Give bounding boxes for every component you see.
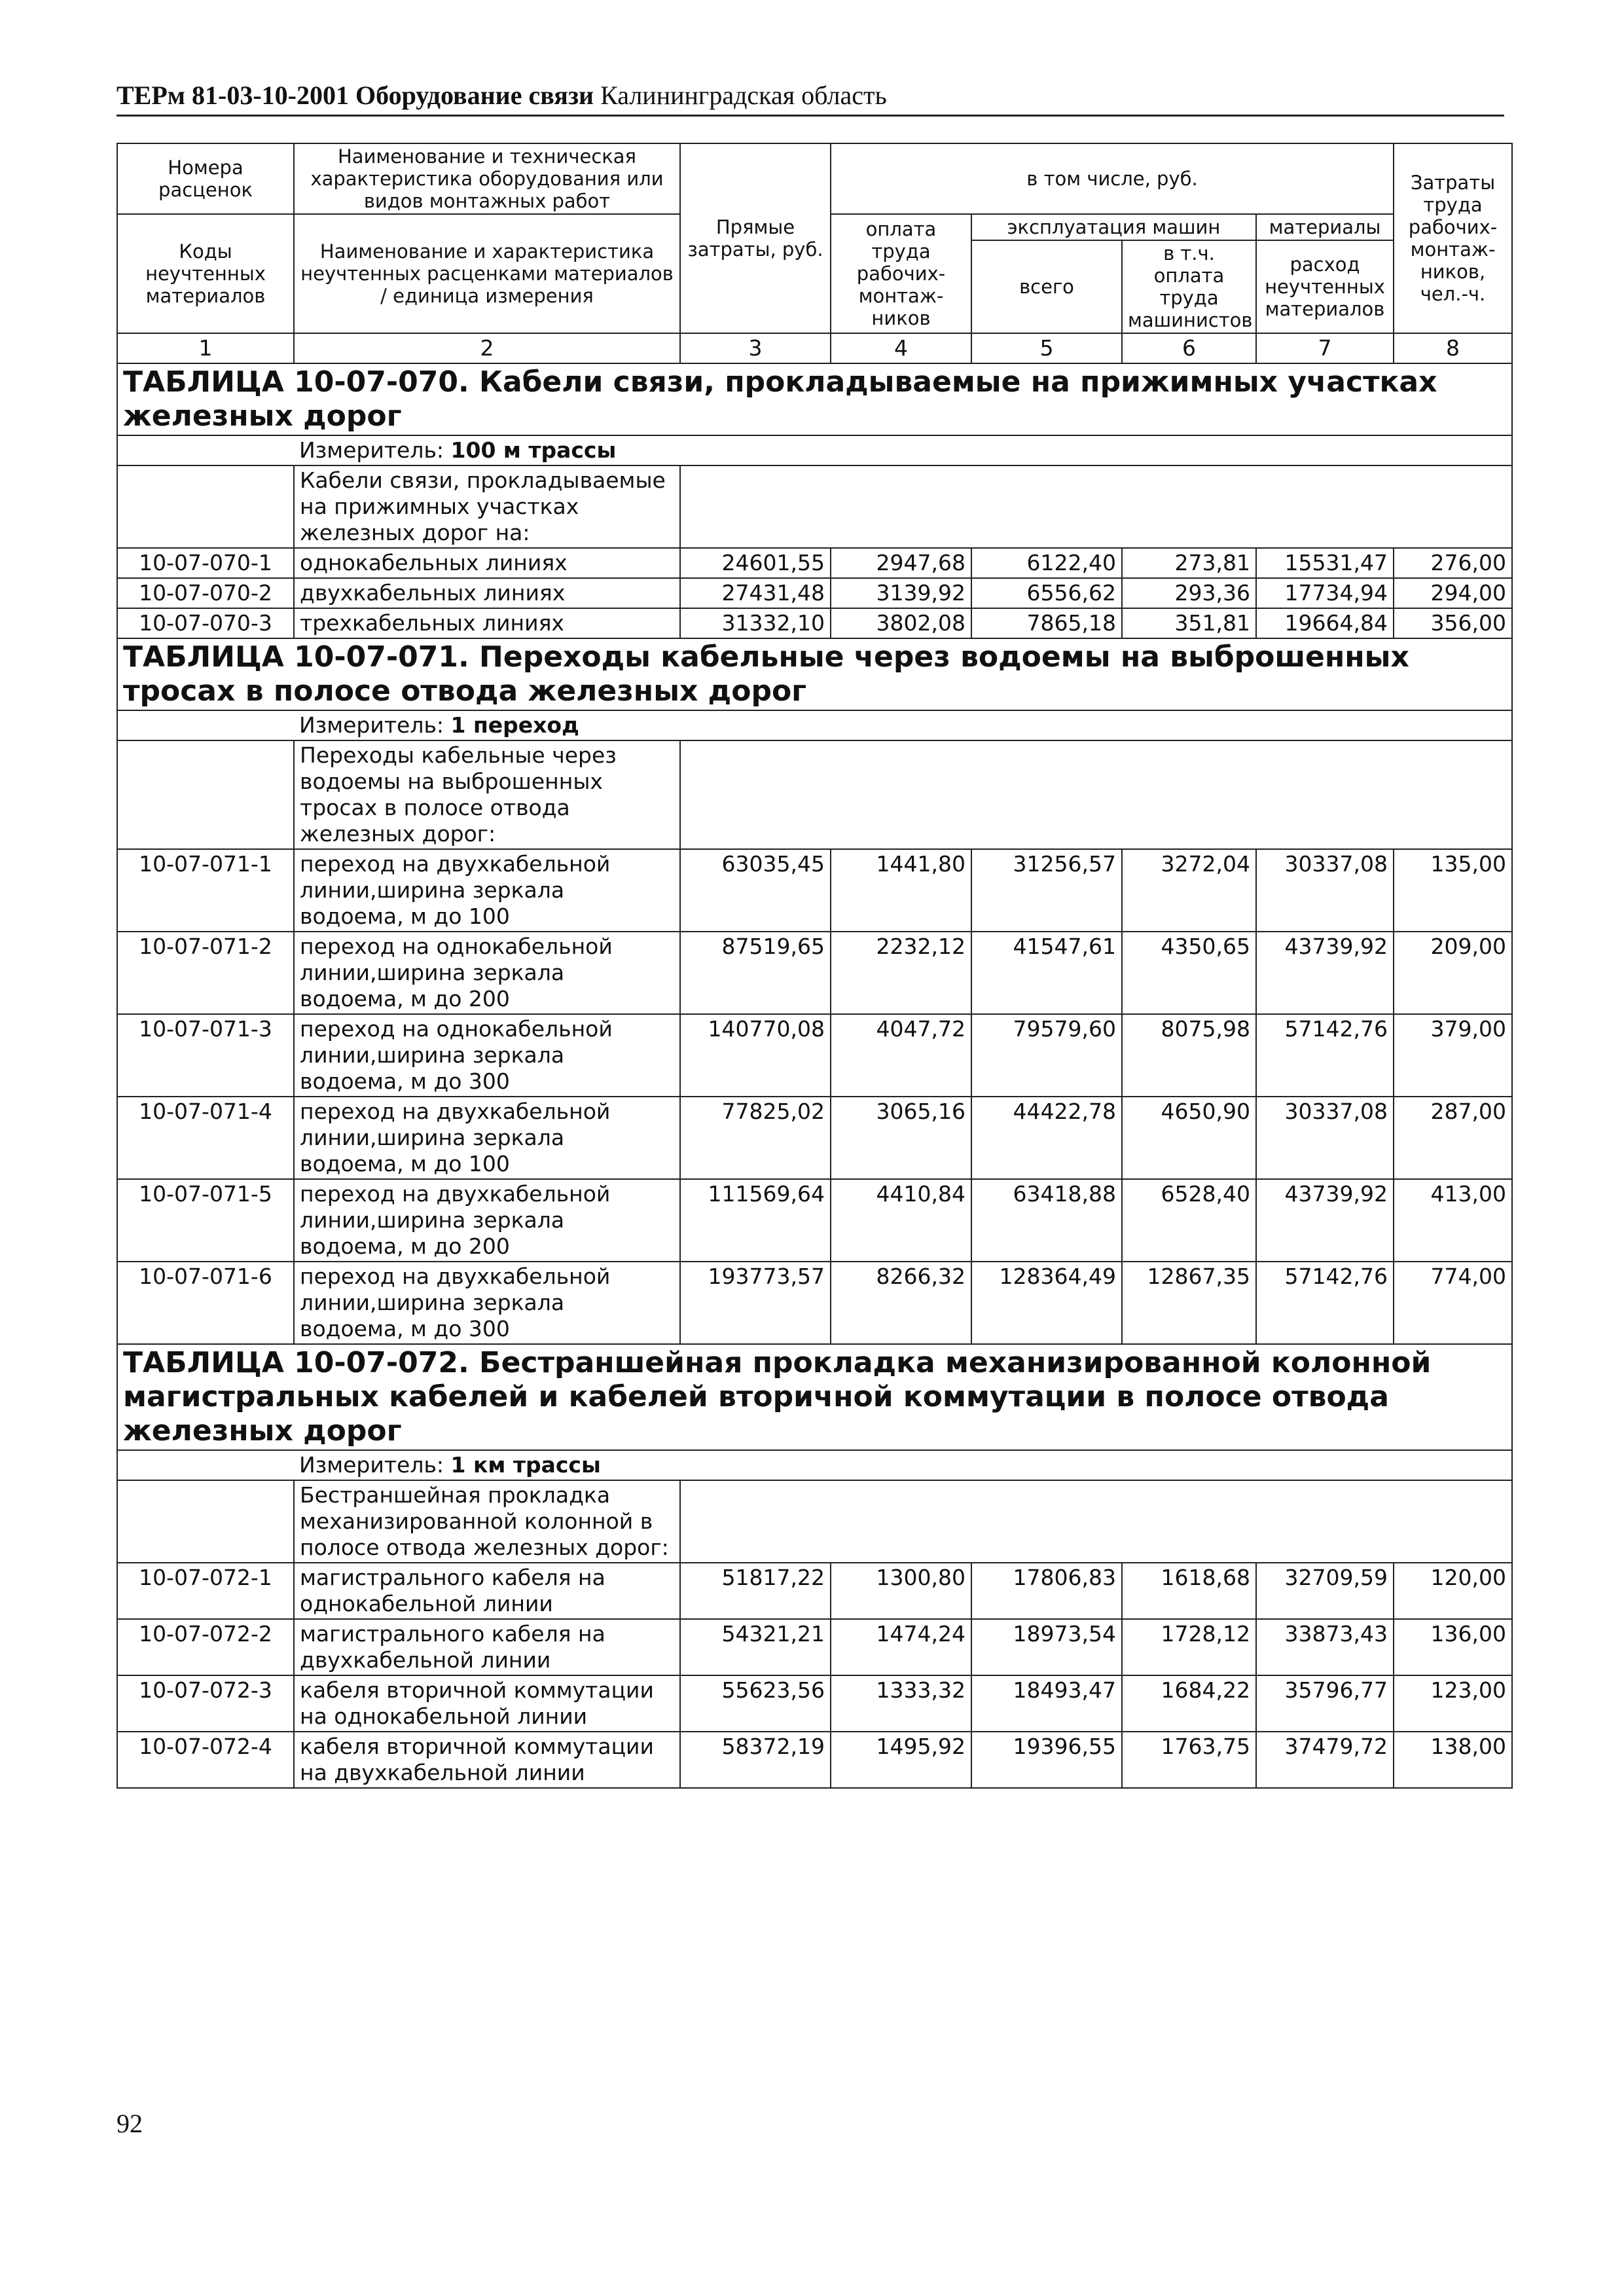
table-row: 10-07-072-2 магистрального кабеля на двухкабельной линии 54321,21 1474,24 18973,54 1728,12 33873,43 136,00: [117, 1619, 1512, 1675]
table-row: 10-07-070-1 однокабельных линиях 24601,55 2947,68 6122,40 273,81 15531,47 276,00: [117, 548, 1512, 578]
col2-bottom-header: Наименование и характеристика неучтенных расценками материалов / единица измерения: [294, 214, 680, 333]
table-row: 10-07-070-3 трехкабельных линиях 31332,10 3802,08 7865,18 351,81 19664,84 356,00: [117, 608, 1512, 638]
col-number: 5: [971, 333, 1122, 363]
doc-code: ТЕРм 81-03-10-2001: [117, 81, 349, 110]
col2-top-header: Наименование и техническая характеристика оборудования или видов монтажных работ: [294, 143, 680, 214]
table-row: 10-07-071-2 переход на однокабельной линии,ширина зеркала водоема, м до 200 87519,65 2232,12 41547,61 4350,65 43739,92 209,00: [117, 932, 1512, 1014]
col5-header: всего: [971, 240, 1122, 333]
section-measure: Измеритель: 1 км трассы: [294, 1450, 971, 1480]
col6-header: в т.ч. оплата труда машинистов: [1122, 240, 1256, 333]
section-10-07-070: [117, 363, 1512, 638]
incl-header: в том числе, руб.: [831, 143, 1394, 214]
doc-subject: Оборудование связи: [355, 81, 594, 110]
page-number: 92: [117, 2109, 143, 2138]
doc-region: Калининградская область: [600, 81, 887, 110]
section-10-07-072: [117, 1344, 1512, 1788]
section-title: ТАБЛИЦА 10-07-072. Бестраншейная прокладка механизированной колонной магистральных кабелей и кабелей вторичной коммутации в полосе отвода железных дорог: [117, 1344, 1512, 1450]
section-measure: Измеритель: 1 переход: [294, 710, 971, 740]
section-title: ТАБЛИЦА 10-07-070. Кабели связи, прокладываемые на прижимных участках железных дорог: [117, 363, 1512, 435]
col7-header: расход неучтенных материалов: [1256, 240, 1394, 333]
table-row: 10-07-071-1 переход на двухкабельной линии,ширина зеркала водоема, м до 100 63035,45 1441,80 31256,57 3272,04 30337,08 135,00: [117, 849, 1512, 932]
col8-header: Затраты труда рабочих-монтаж-ников, чел.-ч.: [1394, 143, 1512, 333]
section-intro: Переходы кабельные через водоемы на выброшенных тросах в полосе отвода железных дорог:: [294, 740, 680, 849]
section-intro: Кабели связи, прокладываемые на прижимных участках железных дорог на:: [294, 465, 680, 548]
table-row: 10-07-071-3 переход на однокабельной линии,ширина зеркала водоема, м до 300 140770,08 4047,72 79579,60 8075,98 57142,76 379,00: [117, 1014, 1512, 1097]
col-number: 7: [1256, 333, 1394, 363]
col1-top-header: Номера расценок: [117, 143, 294, 214]
col-number: 3: [680, 333, 831, 363]
table-row: 10-07-070-2 двухкабельных линиях 27431,48 3139,92 6556,62 293,36 17734,94 294,00: [117, 578, 1512, 608]
col-number: 4: [831, 333, 971, 363]
col1-bottom-header: Коды неучтенных материалов: [117, 214, 294, 333]
col-number: 8: [1394, 333, 1512, 363]
table-row: 10-07-071-6 переход на двухкабельной линии,ширина зеркала водоема, м до 300 193773,57 8266,32 128364,49 12867,35 57142,76 774,00: [117, 1262, 1512, 1344]
page-header: [117, 80, 1504, 117]
col-number: 2: [294, 333, 680, 363]
section-measure: Измеритель: 100 м трассы: [294, 435, 971, 465]
materials-header: материалы: [1256, 214, 1394, 240]
section-10-07-071: [117, 638, 1512, 1344]
machines-header: эксплуатация машин: [971, 214, 1256, 240]
section-intro: Бестраншейная прокладка механизированной колонной в полосе отвода железных дорог:: [294, 1480, 680, 1563]
table-row: 10-07-071-5 переход на двухкабельной линии,ширина зеркала водоема, м до 200 111569,64 4410,84 63418,88 6528,40 43739,92 413,00: [117, 1179, 1512, 1262]
table-row: 10-07-072-3 кабеля вторичной коммутации на однокабельной линии 55623,56 1333,32 18493,47 1684,22 35796,77 123,00: [117, 1675, 1512, 1732]
rates-table: [117, 143, 1513, 1789]
col-number: 1: [117, 333, 294, 363]
col4-header: оплата труда рабочих-монтаж-ников: [831, 214, 971, 333]
section-title: ТАБЛИЦА 10-07-071. Переходы кабельные через водоемы на выброшенных тросах в полосе отвода железных дорог: [117, 638, 1512, 710]
table-row: 10-07-072-1 магистрального кабеля на однокабельной линии 51817,22 1300,80 17806,83 1618,68 32709,59 120,00: [117, 1563, 1512, 1619]
table-row: 10-07-072-4 кабеля вторичной коммутации на двухкабельной линии 58372,19 1495,92 19396,55 1763,75 37479,72 138,00: [117, 1732, 1512, 1788]
col-number: 6: [1122, 333, 1256, 363]
col3-header: Прямые затраты, руб.: [680, 143, 831, 333]
table-row: 10-07-071-4 переход на двухкабельной линии,ширина зеркала водоема, м до 100 77825,02 3065,16 44422,78 4650,90 30337,08 287,00: [117, 1097, 1512, 1179]
